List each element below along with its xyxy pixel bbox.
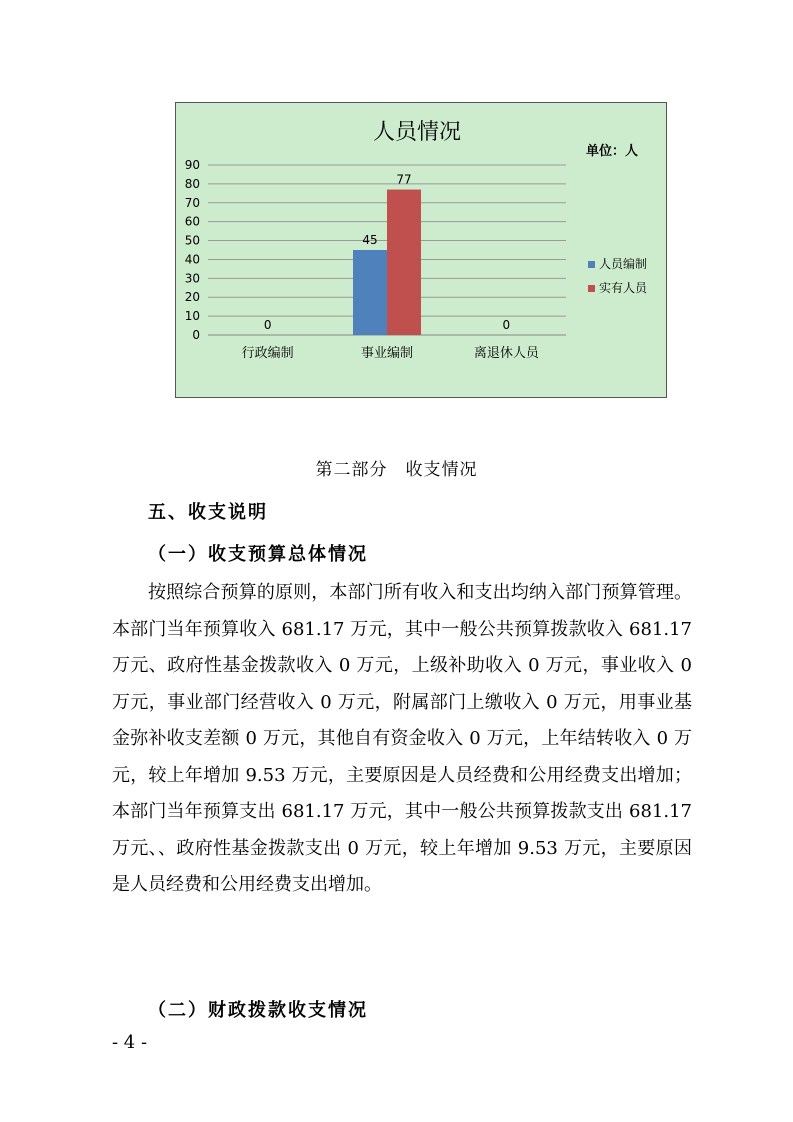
heading-budget-overview: （一）收支预算总体情况	[148, 544, 368, 565]
y-tick-label: 20	[184, 290, 200, 305]
legend-swatch-red	[588, 285, 595, 292]
y-tick-label: 30	[184, 271, 200, 286]
y-tick-label: 40	[184, 252, 200, 267]
legend-item-actual	[588, 279, 647, 296]
heading-fiscal-appropriation: （二）财政拨款收支情况	[148, 1000, 368, 1021]
chart-plot	[176, 103, 666, 397]
staff-chart	[175, 102, 667, 398]
legend-label-actual: 实有人员	[599, 281, 648, 295]
y-tick-label: 60	[184, 214, 200, 229]
page-number: - 4 -	[112, 1032, 148, 1053]
y-tick-label: 70	[184, 195, 200, 210]
bar	[387, 190, 421, 335]
chart-unit-label: 单位：人	[586, 144, 639, 159]
data-label: 77	[396, 172, 412, 187]
legend-item-staffing	[588, 255, 647, 272]
data-label: 0	[502, 318, 511, 332]
heading-income-expense: 五、收支说明	[148, 502, 268, 523]
legend-swatch-blue	[588, 261, 595, 268]
bar	[353, 250, 387, 335]
data-label: 45	[362, 233, 378, 247]
data-label: 0	[263, 318, 272, 332]
legend-label-staffing: 人员编制	[599, 257, 648, 271]
x-tick-label: 行政编制	[241, 346, 294, 361]
y-tick-label: 10	[184, 309, 200, 324]
y-tick-label: 90	[184, 158, 200, 172]
y-tick-label: 80	[184, 176, 200, 191]
budget-paragraph: 按照综合预算的原则，本部门所有收入和支出均纳入部门预算管理。本部门当年预算收入 681.17 万元，其中一般公共预算拨款收入 681.17 万元、政府性基金拨款收入 0 万元，上级补助收入 0 万元，事业收入 0 万元，事业部门经营收入 0 万元，附属部门上缴收入 0 万元，用事业基金弥补收支差额 0 万元，其他自有资金收入 0 万元，上年结转收入 0 万元，较上年增加 9.53 万元，主要原因是人员经费和公用经费支出增加；本部门当年预算支出 681.17 万元，其中一般公共预算拨款支出 681.17 万元、、政府性基金拨款支出 0 万元，较上年增加 9.53 万元，主要原因是人员经费和公用经费支出增加。	[112, 582, 692, 895]
section-title: 第二部分 收支情况	[315, 460, 478, 480]
y-tick-label: 50	[184, 233, 200, 248]
x-tick-label: 事业编制	[360, 346, 414, 361]
x-tick-label: 离退休人员	[473, 346, 539, 361]
y-tick-label: 0	[192, 328, 200, 342]
chart-title: 人员情况	[373, 120, 462, 145]
